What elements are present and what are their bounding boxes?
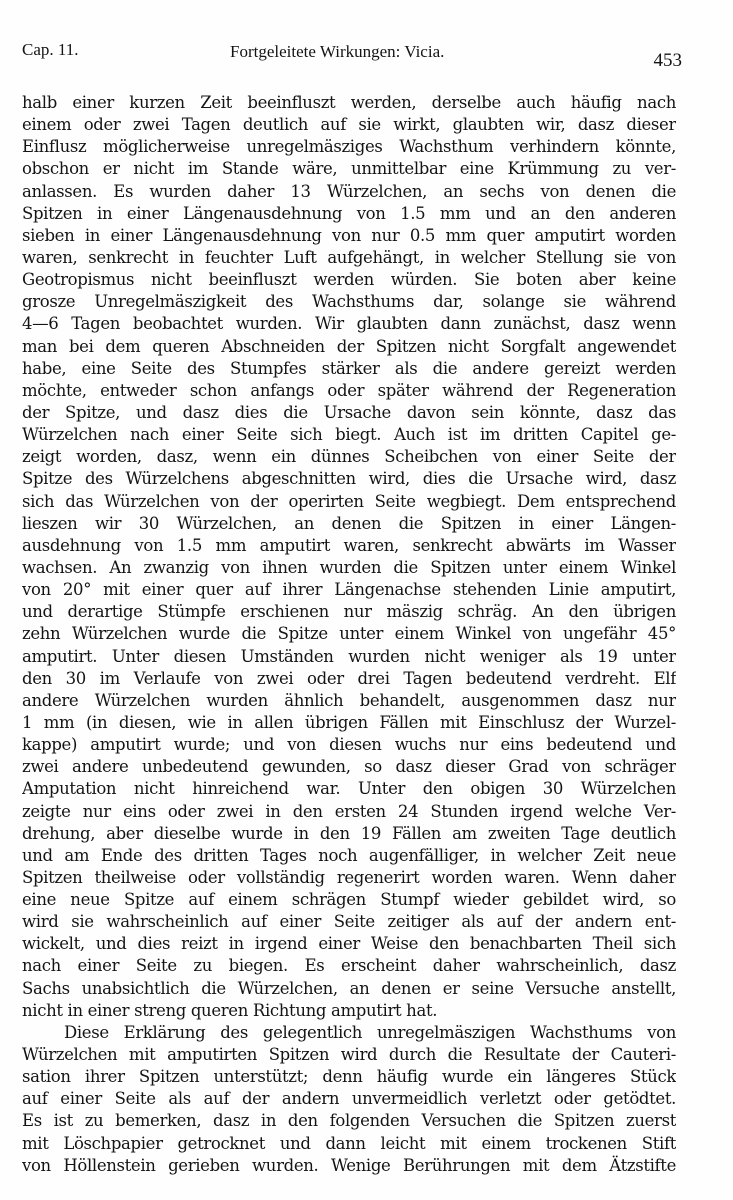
text-line: Spitze des Würzelchens abgeschnitten wird, dies die Ursache wird, dasz	[22, 469, 676, 489]
text-line: Es ist zu bemerken, dasz in den folgenden Versuchen die Spitzen zuerst	[22, 1111, 676, 1131]
text-line: Sachs unabsichtlich die Würzelchen, an denen er seine Versuche anstellt,	[22, 978, 676, 998]
running-title: Fortgeleitete Wirkungen: Vicia.	[230, 42, 445, 61]
text-line: 4—6 Tagen beobachtet wurden. Wir glaubten dann zunächst, dasz wenn	[22, 314, 676, 334]
text-line: 1 mm (in diesen, wie in allen übrigen Fällen mit Einschlusz der Wurzel-	[22, 712, 676, 732]
text-line: und derartige Stümpfe erschienen nur mäszig schräg. An den übrigen	[22, 602, 676, 622]
text-line: möchte, entweder schon anfangs oder später während der Regeneration	[22, 380, 676, 400]
text-line: sich das Würzelchen von der operirten Seite wegbiegt. Dem entsprechend	[22, 491, 676, 511]
text-line: Spitzen theilweise oder vollständig regenerirt worden waren. Wenn daher	[22, 867, 676, 887]
text-line: amputirt. Unter diesen Umständen wurden nicht weniger als 19 unter	[22, 646, 676, 666]
text-line: Würzelchen nach einer Seite sich biegt. Auch ist im dritten Capitel ge-	[22, 425, 676, 445]
text-line: lieszen wir 30 Würzelchen, an denen die Spitzen in einer Längen-	[22, 513, 676, 533]
text-line: auf einer Seite als auf der andern unvermeidlich verletzt oder getödtet.	[22, 1089, 676, 1109]
text-line: wachsen. An zwanzig von ihnen wurden die Spitzen unter einem Winkel	[22, 557, 676, 577]
text-line: zehn Würzelchen wurde die Spitze unter einem Winkel von ungefähr 45°	[22, 624, 676, 644]
text-line: drehung, aber dieselbe wurde in den 19 Fällen am zweiten Tage deutlich	[22, 823, 676, 843]
text-line: von Höllenstein gerieben wurden. Wenige Berührungen mit dem Ätzstifte	[22, 1155, 676, 1175]
text-line: von 20° mit einer quer auf ihrer Längenachse stehenden Linie amputirt,	[22, 580, 676, 600]
text-line: zeigte nur eins oder zwei in den ersten 24 Stunden irgend welche Ver-	[22, 801, 676, 821]
text-line: sation ihrer Spitzen unterstützt; denn häufig wurde ein längeres Stück	[22, 1067, 676, 1087]
text-line: halb einer kurzen Zeit beeinfluszt werden, derselbe auch häufig nach	[22, 93, 676, 112]
paragraph	[22, 92, 676, 1022]
running-header	[22, 36, 682, 71]
body-text	[22, 92, 676, 1177]
text-line: waren, senkrecht in feuchter Luft aufgehängt, in welcher Stellung sie von	[22, 247, 676, 267]
text-line: obschon er nicht im Stande wäre, unmittelbar eine Krümmung zu ver-	[22, 159, 676, 179]
paragraph	[22, 1022, 676, 1177]
text-line: zwei andere unbedeutend gewunden, so dasz dieser Grad von schräger	[22, 757, 676, 777]
text-line: zeigt worden, dasz, wenn ein dünnes Scheibchen von einer Seite der	[22, 447, 676, 467]
text-line: man bei dem queren Abschneiden der Spitzen nicht Sorgfalt angewendet	[22, 336, 676, 356]
text-line: wird sie wahrscheinlich auf einer Seite zeitiger als auf der andern ent-	[22, 912, 676, 932]
text-line: sieben in einer Längenausdehnung von nur 0.5 mm quer amputirt worden	[22, 225, 676, 245]
text-line: andere Würzelchen wurden ähnlich behandelt, ausgenommen dasz nur	[22, 690, 676, 710]
page-number: 453	[653, 50, 682, 71]
text-line: wickelt, und dies reizt in irgend einer Weise den benachbarten Theil sich	[22, 934, 676, 954]
text-line: einem oder zwei Tagen deutlich auf sie wirkt, glaubten wir, dasz dieser	[22, 115, 676, 135]
text-line: kappe) amputirt wurde; und von diesen wuchs nur eins bedeutend und	[22, 735, 676, 755]
text-line: habe, eine Seite des Stumpfes stärker als die andere gereizt werden	[22, 358, 676, 378]
text-line: Spitzen in einer Längenausdehnung von 1.5 mm und an den anderen	[22, 203, 676, 223]
text-line: den 30 im Verlaufe von zwei oder drei Tagen bedeutend verdreht. Elf	[22, 668, 676, 688]
text-line: Amputation nicht hinreichend war. Unter den obigen 30 Würzelchen	[22, 779, 676, 799]
text-line: Diese Erklärung des gelegentlich unregelmäszigen Wachsthums von	[64, 1022, 676, 1042]
text-line: der Spitze, und dasz dies die Ursache davon sein könnte, dasz das	[22, 402, 676, 422]
text-line: Geotropismus nicht beeinfluszt werden würden. Sie boten aber keine	[22, 270, 676, 290]
text-line: Einflusz möglicherweise unregelmäsziges Wachsthum verhindern könnte,	[22, 137, 676, 157]
text-line: ausdehnung von 1.5 mm amputirt waren, senkrecht abwärts im Wasser	[22, 535, 676, 555]
text-line: grosze Unregelmäszigkeit des Wachsthums dar, solange sie während	[22, 292, 676, 312]
chapter-label: Cap. 11.	[22, 40, 79, 59]
text-line: nicht in einer streng queren Richtung amputirt hat.	[22, 1000, 438, 1020]
text-line: nach einer Seite zu biegen. Es erscheint daher wahrscheinlich, dasz	[22, 956, 676, 976]
text-line: und am Ende des dritten Tages noch augenfälliger, in welcher Zeit neue	[22, 845, 676, 865]
text-line: mit Löschpapier getrocknet und dann leicht mit einem trockenen Stift	[22, 1133, 676, 1153]
text-line: eine neue Spitze auf einem schrägen Stumpf wieder gebildet wird, so	[22, 890, 676, 910]
text-line: Würzelchen mit amputirten Spitzen wird durch die Resultate der Cauteri-	[22, 1045, 676, 1065]
text-line: anlassen. Es wurden daher 13 Würzelchen, an sechs von denen die	[22, 181, 676, 201]
